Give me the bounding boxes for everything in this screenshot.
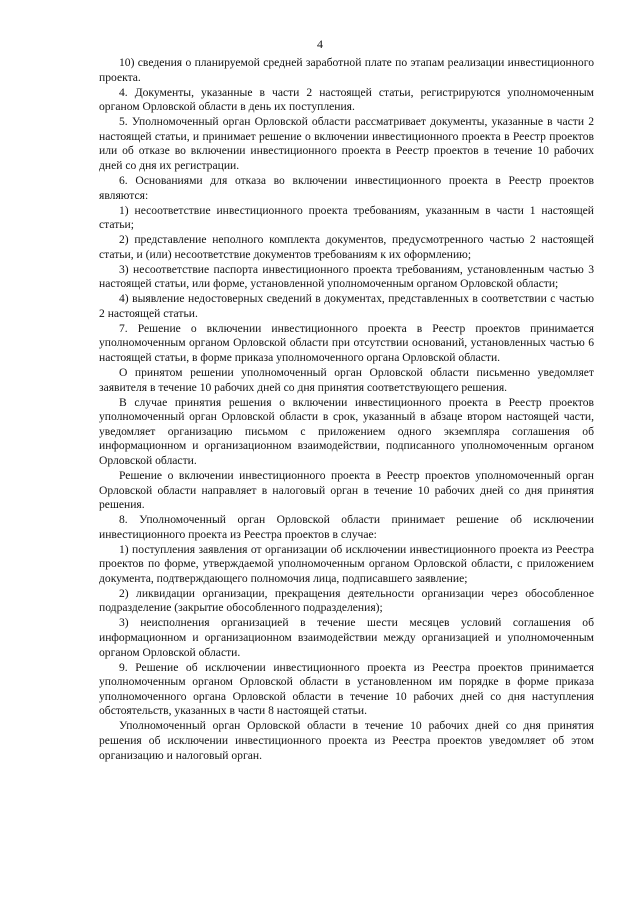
page-number: 4 bbox=[317, 37, 323, 51]
paragraph-section-6-item-1: 1) несоответствие инвестиционного проекта требованиям, указанным в части 1 настоящей статьи; bbox=[99, 203, 594, 232]
paragraph-section-6-item-3: 3) несоответствие паспорта инвестиционного проекта требованиям, установленным частью 3 настоящей статьи, или форме, установленной уполномоченным органом Орловской области; bbox=[99, 262, 594, 291]
paragraph-section-5: 5. Уполномоченный орган Орловской области рассматривает документы, указанные в части 2 настоящей статьи, и принимает решение о включении инвестиционного проекта в Реестр проектов или об отказе во включении инвестиционного проекта в Реестр проектов в течение 10 рабочих дней со дня их регистрации. bbox=[99, 115, 594, 172]
paragraph-section-9-notice: Уполномоченный орган Орловской области в течение 10 рабочих дней со дня принятия решения об исключении инвестиционного проекта из Реестра проектов уведомляет об этом организацию и налоговый орган. bbox=[99, 719, 594, 762]
paragraph-section-9: 9. Решение об исключении инвестиционного проекта из Реестра проектов принимается уполномоченным органом Орловской области в установленном им порядке в форме приказа уполномоченного органа Орловской области в течение 10 рабочих дней со дня наступления обстоятельств, указанных в части 8 настоящей статьи. bbox=[99, 660, 594, 718]
paragraph-section-7: 7. Решение о включении инвестиционного проекта в Реестр проектов принимается уполномоченным органом Орловской области при отсутствии оснований, установленных частью 6 настоящей статьи, в форме приказа уполномоченного органа Орловской области. bbox=[99, 321, 594, 364]
paragraph-section-8: 8. Уполномоченный орган Орловской области принимает решение об исключении инвестиционного проекта из Реестра проектов в случае: bbox=[99, 513, 594, 541]
paragraph-section-4: 4. Документы, указанные в части 2 настоящей статьи, регистрируются уполномоченным органом Орловской области в день их поступления. bbox=[99, 85, 594, 114]
paragraph-item-10: 10) сведения о планируемой средней заработной плате по этапам реализации инвестиционного проекта. bbox=[99, 56, 594, 84]
paragraph-section-8-item-3: 3) неисполнения организацией в течение шести месяцев условий соглашения об информационном и организационном взаимодействии между организацией и уполномоченным органом Орловской области. bbox=[99, 616, 594, 659]
paragraph-section-8-item-1: 1) поступления заявления от организации об исключении инвестиционного проекта из Реестра проектов по форме, утверждаемой уполномоченным органом Орловской области, с приложением документа, подтверждающего полномочия лица, подписавшего заявление; bbox=[99, 542, 594, 585]
paragraph-section-7-tax-authority: Решение о включении инвестиционного проекта в Реестр проектов уполномоченный орган Орловской области направляет в налоговый орган в течение 10 рабочих дней со дня принятия решения. bbox=[99, 468, 594, 512]
paragraph-section-6-item-4: 4) выявление недостоверных сведений в документах, представленных в соответствии с частью 2 настоящей статьи. bbox=[99, 292, 594, 320]
paragraph-section-6: 6. Основаниями для отказа во включении инвестиционного проекта в Реестр проектов являются: bbox=[99, 173, 594, 202]
paragraph-section-7-notice: О принятом решении уполномоченный орган Орловской области письменно уведомляет заявителя в течение 10 рабочих дней со дня принятия соответствующего решения. bbox=[99, 365, 594, 394]
document-body bbox=[99, 56, 594, 764]
paragraph-section-7-agreement: В случае принятия решения о включении инвестиционного проекта в Реестр проектов уполномоченный орган Орловской области в срок, указанный в абзаце втором настоящей части, уведомляет организацию письмом с приложением одного экземпляра соглашения об информационном и организационном взаимодействии, подписанного уполномоченным органом Орловской области. bbox=[99, 395, 594, 467]
paragraph-section-8-item-2: 2) ликвидации организации, прекращения деятельности организации через обособленное подразделение (закрытие обособленного подразделения); bbox=[99, 586, 594, 615]
paragraph-section-6-item-2: 2) представление неполного комплекта документов, предусмотренного частью 2 настоящей статьи, и (или) несоответствие документов требованиям к их оформлению; bbox=[99, 233, 594, 261]
